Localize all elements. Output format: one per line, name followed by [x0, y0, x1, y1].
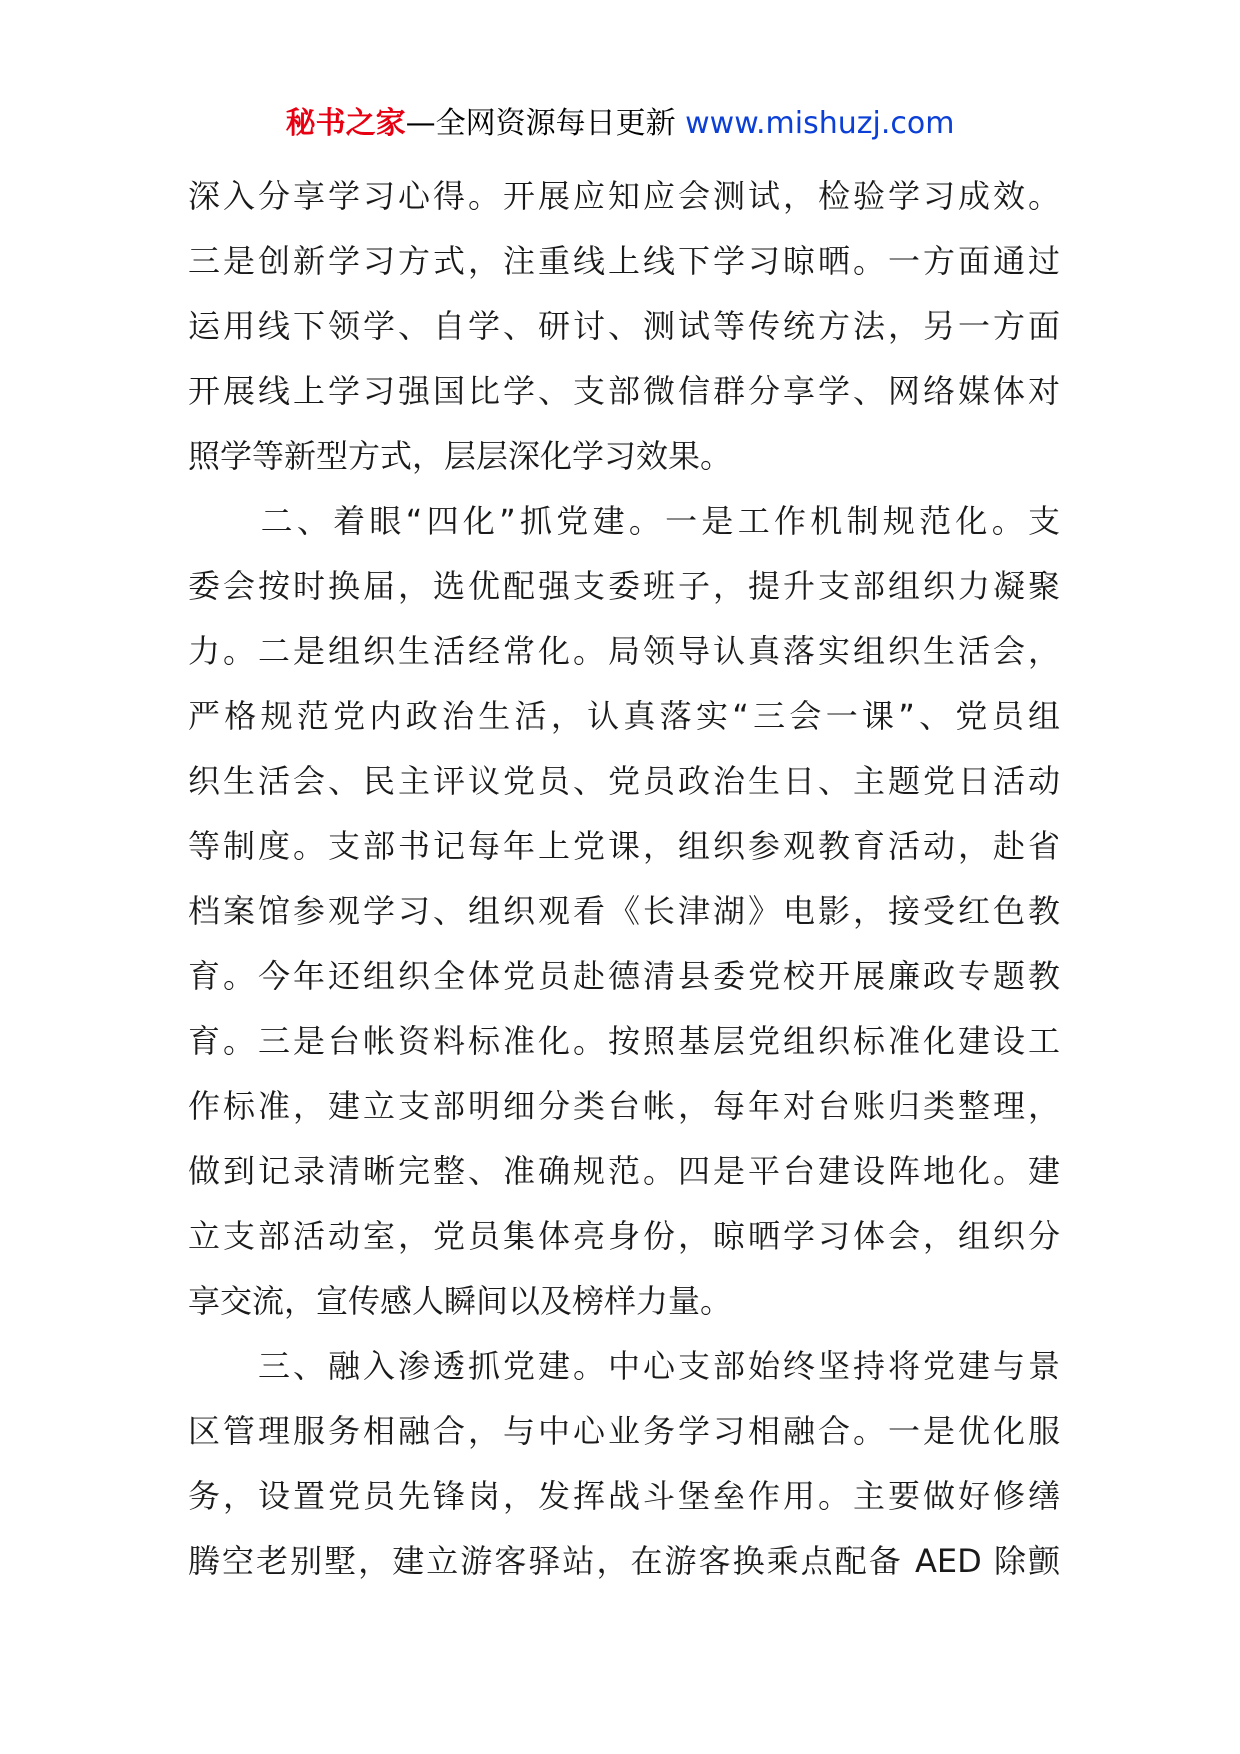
- body-line: 织生活会、民主评议党员、党员政治生日、主题党日活动: [188, 762, 1060, 800]
- body-line: 立支部活动室，党员集体亮身份，晾晒学习体会，组织分: [188, 1217, 1060, 1255]
- body-line: 享交流，宣传感人瞬间以及榜样力量。: [188, 1282, 733, 1320]
- body-line: 深入分享学习心得。开展应知应会测试，检验学习成效。: [188, 177, 1060, 215]
- body-line: 严格规范党内政治生活，认真落实“三会一课”、党员组: [188, 697, 1060, 735]
- body-line: 三、融入渗透抓党建。中心支部始终坚持将党建与景: [188, 1347, 1060, 1385]
- body-line: 档案馆参观学习、组织观看《长津湖》电影，接受红色教: [188, 892, 1060, 930]
- document-body: [188, 164, 1060, 1594]
- body-line: 照学等新型方式，层层深化学习效果。: [188, 437, 733, 475]
- body-line: 务，设置党员先锋岗，发挥战斗堡垒作用。主要做好修缮: [188, 1477, 1060, 1515]
- body-line: 区管理服务相融合，与中心业务学习相融合。一是优化服: [188, 1412, 1060, 1450]
- body-line: 腾空老别墅，建立游客驿站，在游客换乘点配备 AED 除颤: [188, 1542, 1060, 1580]
- header-tagline: —全网资源每日更新: [405, 106, 676, 141]
- body-line: 开展线上学习强国比学、支部微信群分享学、网络媒体对: [188, 372, 1060, 410]
- body-line: 等制度。支部书记每年上党课，组织参观教育活动，赴省: [188, 827, 1060, 865]
- header-url: www.mishuzj.com: [685, 106, 955, 141]
- body-line: 三是创新学习方式，注重线上线下学习晾晒。一方面通过: [188, 242, 1060, 280]
- body-line: 力。二是组织生活经常化。局领导认真落实组织生活会，: [188, 632, 1060, 670]
- header-brand: 秘书之家: [285, 106, 406, 141]
- watermark-header: [0, 102, 1240, 146]
- body-line: 二、着眼“四化”抓党建。一是工作机制规范化。支: [188, 502, 1060, 540]
- body-line: 育。今年还组织全体党员赴德清县委党校开展廉政专题教: [188, 957, 1060, 995]
- body-line: 做到记录清晰完整、准确规范。四是平台建设阵地化。建: [188, 1152, 1060, 1190]
- body-line: 委会按时换届，选优配强支委班子，提升支部组织力凝聚: [188, 567, 1060, 605]
- body-line: 育。三是台帐资料标准化。按照基层党组织标准化建设工: [188, 1022, 1060, 1060]
- body-line: 作标准，建立支部明细分类台帐，每年对台账归类整理，: [188, 1087, 1060, 1125]
- body-line: 运用线下领学、自学、研讨、测试等传统方法，另一方面: [188, 307, 1060, 345]
